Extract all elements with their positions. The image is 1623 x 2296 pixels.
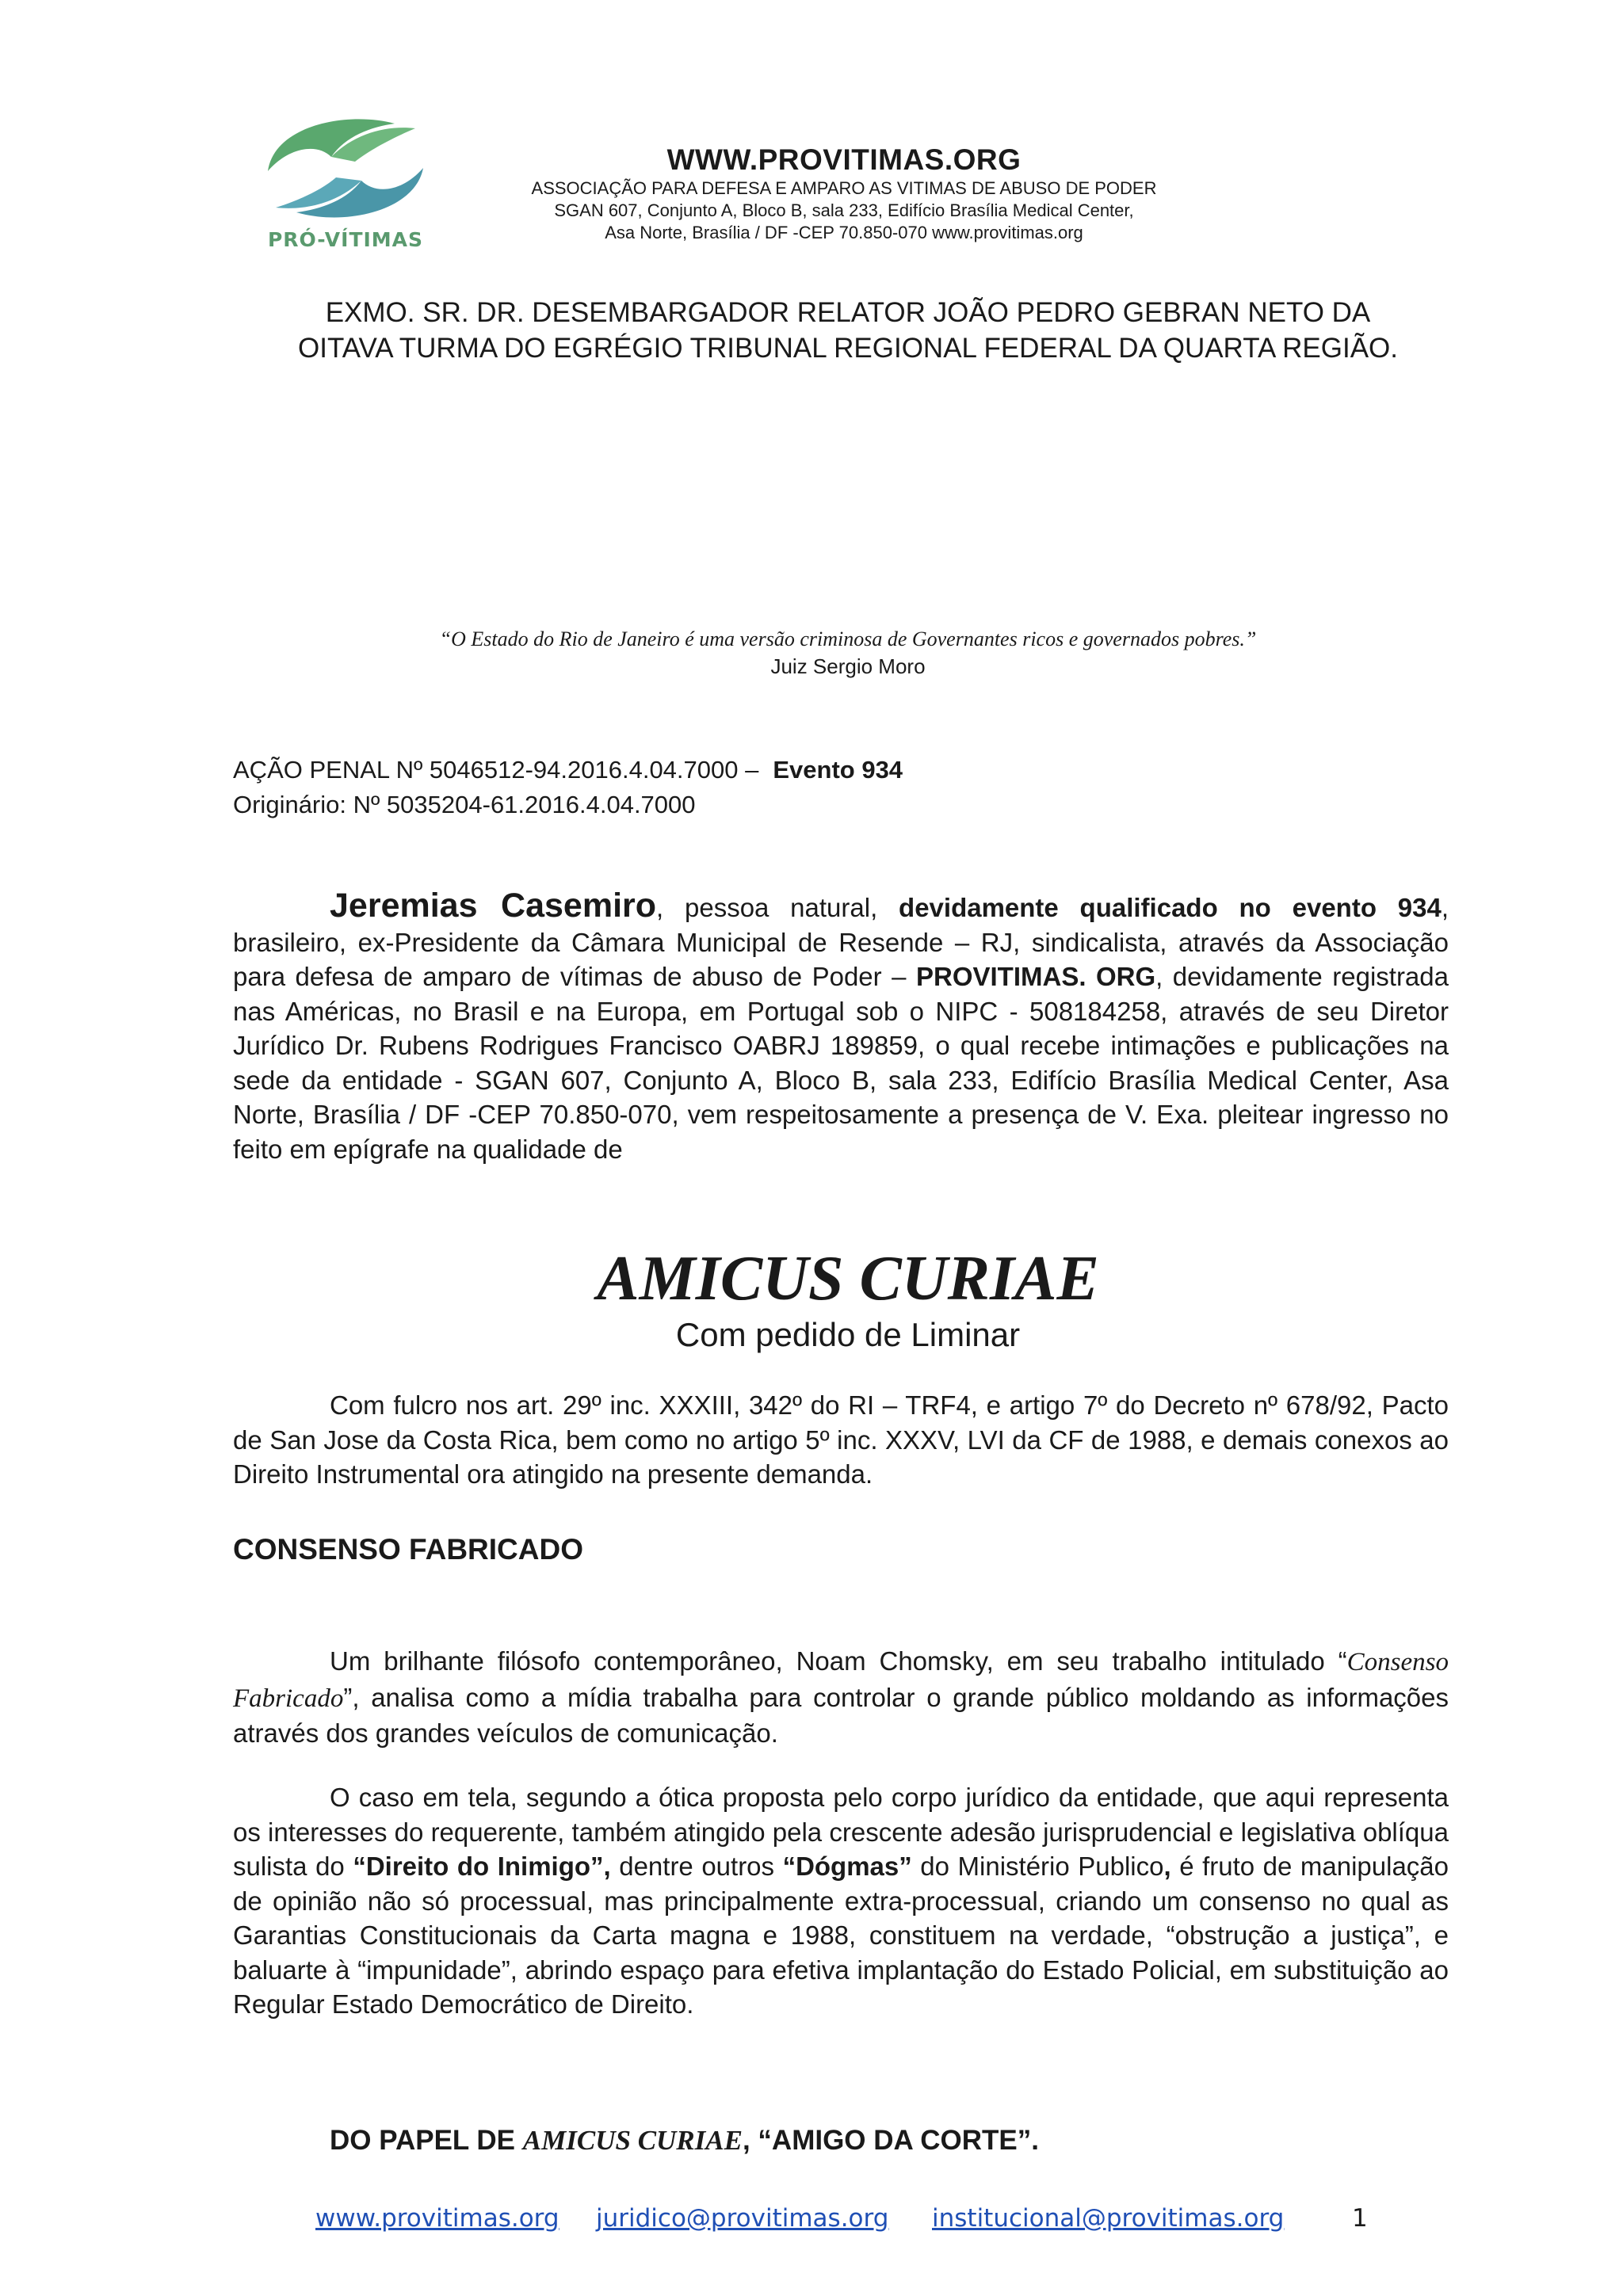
site-title: WWW.PROVITIMAS.ORG [666, 143, 1022, 176]
footer-juridico-link[interactable]: juridico@provitimas.org [596, 2204, 889, 2233]
caso-paragraph [233, 1780, 1449, 2022]
chomsky-text-1: Um brilhante filósofo contemporâneo, Noam Chomsky, em seu trabalho intitulado “ [330, 1646, 1347, 1676]
papel-italic: AMICUS CURIAE [522, 2125, 743, 2156]
caso-bold-2: “Dógmas” [782, 1852, 912, 1881]
amicus-subtitle: Com pedido de Liminar [675, 1316, 1021, 1353]
intro-text-3: , devidamente registrada nas Américas, no Brasil e na Europa, em Portugal sob o NIPC - 508184258, através de seu Diretor Jurídico Dr. Rubens Rodrigues Francisco OABRJ 189859, o qual recebe intimações e publicações na sede da entidade - SGAN 607, Conjunto A, Bloco B, sala 233, Edifício Brasília Medical Center, Asa Norte, Brasília / DF -CEP 70.850-070, vem respeitosamente a presença de V. Exa. pleitear ingresso no feito em epígrafe na qualidade de [233, 962, 1449, 1164]
footer-institucional-link[interactable]: institucional@provitimas.org [932, 2204, 1285, 2233]
chomsky-italic: Consenso Fabricado [233, 1648, 1449, 1713]
addressee-line2: OITAVA TURMA DO EGRÉGIO TRIBUNAL REGIONAL FEDERAL DA QUARTA REGIÃO. [298, 333, 1398, 364]
provitimas-logo [252, 109, 439, 260]
quote-text: “O Estado do Rio de Janeiro é uma versão criminosa de Governantes ricos e governados pobres.” [439, 627, 1257, 650]
case-origin: Originário: Nº 5035204-61.2016.4.04.7000 [233, 791, 696, 818]
letterhead [444, 143, 1244, 244]
caso-text-1: O caso em tela, segundo a ótica proposta pelo corpo jurídico da entidade, que aqui representa os interesses do requerente, também atingido pela crescente adesão jurisprudencial e legislativa oblíqua sulista do [233, 1783, 1449, 1881]
case-number: AÇÃO PENAL Nº 5046512-94.2016.4.04.7000 – [233, 756, 759, 784]
caso-bold-3: , [1163, 1852, 1171, 1881]
footer-site-link[interactable]: www.provitimas.org [315, 2204, 559, 2233]
caso-text-2: dentre outros [610, 1852, 783, 1881]
papel-text-2: , “AMIGO DA CORTE”. [742, 2125, 1039, 2156]
intro-bold-2: PROVITIMAS. ORG [915, 962, 1156, 991]
page-number: 1 [1352, 2204, 1368, 2233]
caso-text-4: é fruto de manipulação de opinião não só processual, mas principalmente extra-processual, criando um consenso no qual as Garantias Constitucionais da Carta magna e 1988, constituem na verdade, “obstrução a justiça”, e baluarte à “impunidade”, abrindo espaço para efetiva implantação do Estado Policial, em substituição ao Regular Estado Democrático de Direito. [233, 1852, 1449, 2019]
org-address-line1: SGAN 607, Conjunto A, Bloco B, sala 233, Edifício Brasília Medical Center, [554, 200, 1134, 220]
papel-text-1: DO PAPEL DE [330, 2125, 523, 2156]
caso-text-3: do Ministério Publico [911, 1852, 1164, 1881]
caso-bold-1: “Direito do Inimigo”, [353, 1852, 611, 1881]
addressee-line1: EXMO. SR. DR. DESEMBARGADOR RELATOR JOÃO PEDRO GEBRAN NETO DA [325, 297, 1371, 328]
epigraph [158, 626, 1537, 680]
intro-text-1: , pessoa natural, [656, 893, 899, 922]
intro-text-2: , brasileiro, ex-Presidente da Câmara Municipal de Resende – RJ, sindicalista, através da Associação para defesa de amparo de vítimas de abuso de Poder – [233, 893, 1449, 991]
chomsky-paragraph [233, 1644, 1449, 1751]
chomsky-text-2: ”, analisa como a mídia trabalha para controlar o grande público moldando as informações através dos grandes veículos de comunicação. [233, 1682, 1449, 1748]
logo-text: PRÓ-VÍTIMAS [267, 228, 424, 251]
party-name: Jeremias Casemiro [330, 887, 657, 925]
quote-author: Juiz Sergio Moro [770, 654, 926, 678]
case-event: Evento 934 [773, 756, 903, 784]
intro-paragraph [233, 889, 1449, 1166]
fulcro-paragraph: Com fulcro nos art. 29º inc. XXXIII, 342º do RI – TRF4, e artigo 7º do Decreto nº 678/92, Pacto de San Jose da Costa Rica, bem como no artigo 5º inc. XXXV, LVI da CF de 1988, e demais conexos ao Direito Instrumental ora atingido na presente demanda. [233, 1390, 1449, 1489]
amicus-title: AMICUS CURIAE [597, 1244, 1099, 1314]
section-heading-papel [330, 2123, 1039, 2158]
leaf-logo-icon [252, 109, 439, 228]
org-address-line2: Asa Norte, Brasília / DF -CEP 70.850-070 www.provitimas.org [605, 223, 1083, 242]
org-name: ASSOCIAÇÃO PARA DEFESA E AMPARO AS VITIMAS DE ABUSO DE PODER [531, 178, 1157, 198]
intro-bold-1: devidamente qualificado no evento 934 [899, 893, 1442, 922]
section-heading-consenso: CONSENSO FABRICADO [233, 1533, 583, 1566]
amicus-heading [158, 1242, 1537, 1355]
case-info [233, 753, 903, 822]
addressee [158, 295, 1537, 366]
